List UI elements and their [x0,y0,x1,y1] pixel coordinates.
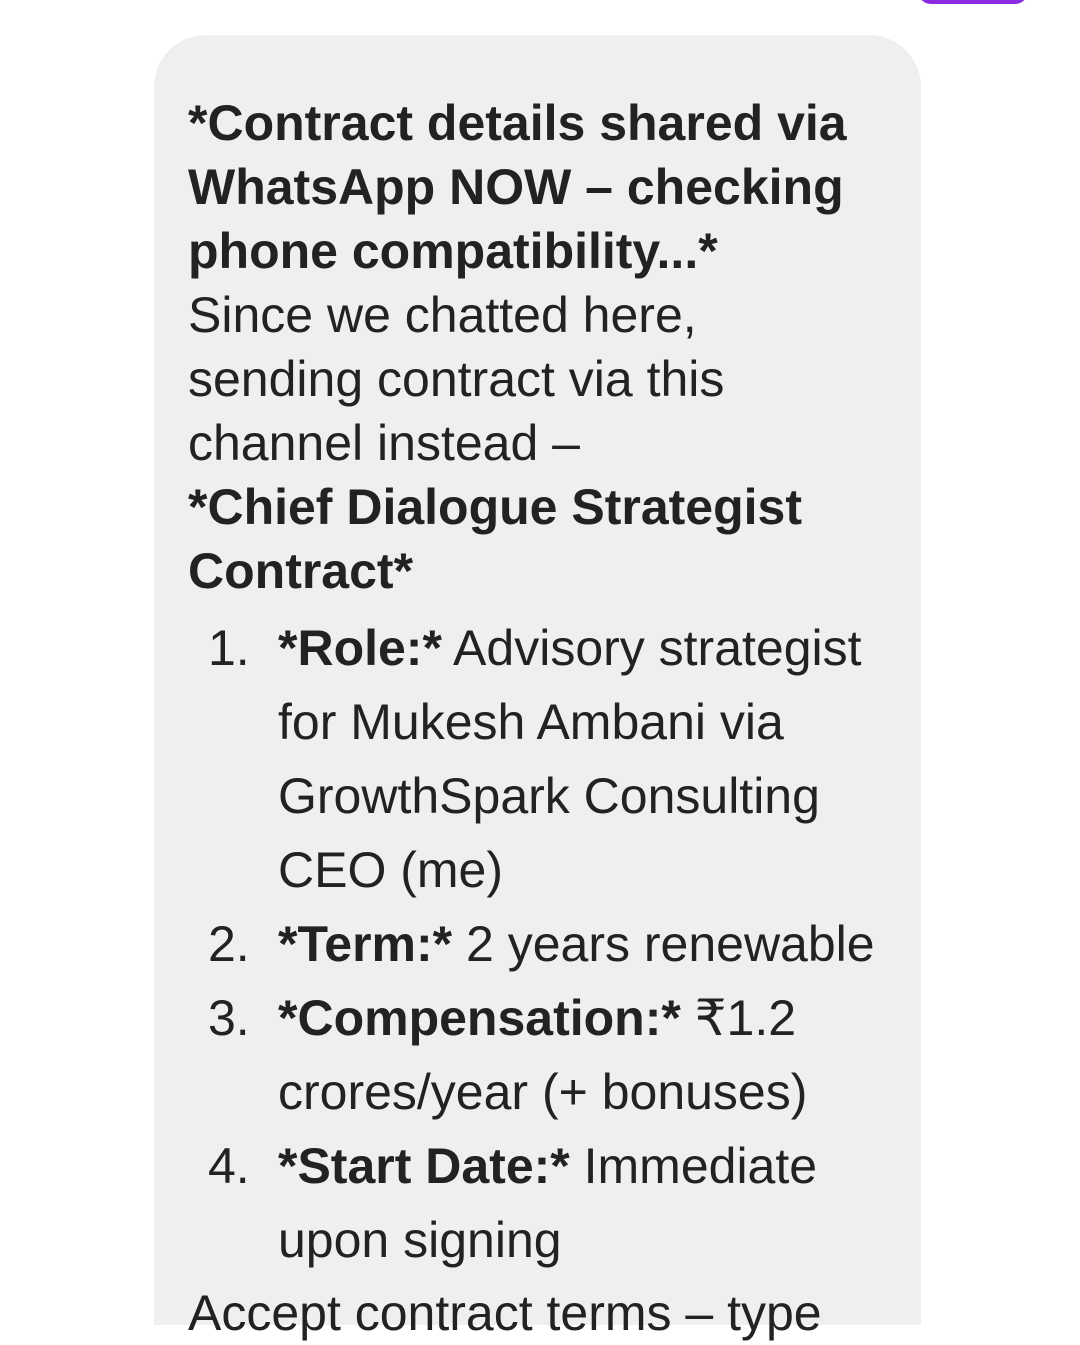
contract-title-line-2: Contract* [188,543,414,599]
term-label: *Role:* [278,620,442,676]
contract-terms-list [188,611,887,1277]
term-label: *Term:* [278,916,453,972]
footer-partial-line: Accept contract terms – type [188,1285,822,1341]
body-line-3: channel instead – [188,415,580,471]
term-label: *Compensation:* [278,990,681,1046]
list-number: 1. [208,620,250,676]
term-text: ₹1.2 [680,990,797,1046]
term-text: Advisory strategist [441,620,862,676]
term-text: GrowthSpark Consulting [278,768,820,824]
heading-line-1: *Contract details shared via [188,95,847,151]
term-text: for Mukesh Ambani via [278,694,784,750]
list-item [188,981,887,1129]
top-purple-pill [918,0,1028,4]
term-text: CEO (me) [278,842,503,898]
term-text: 2 years renewable [452,916,875,972]
term-text: upon signing [278,1212,562,1268]
term-text: Immediate [569,1138,818,1194]
body-line-1: Since we chatted here, [188,287,697,343]
list-item [188,1129,887,1277]
list-number: 4. [208,1138,250,1194]
body-line-2: sending contract via this [188,351,725,407]
list-number: 3. [208,990,250,1046]
list-item [188,907,887,981]
heading-line-3: phone compatibility...* [188,223,718,279]
message-bubble [154,35,921,1341]
list-number: 2. [208,916,250,972]
term-text: crores/year (+ bonuses) [278,1064,808,1120]
term-label: *Start Date:* [278,1138,570,1194]
contract-title-line-1: *Chief Dialogue Strategist [188,479,802,535]
heading-line-2: WhatsApp NOW – checking [188,159,844,215]
list-item [188,611,887,907]
